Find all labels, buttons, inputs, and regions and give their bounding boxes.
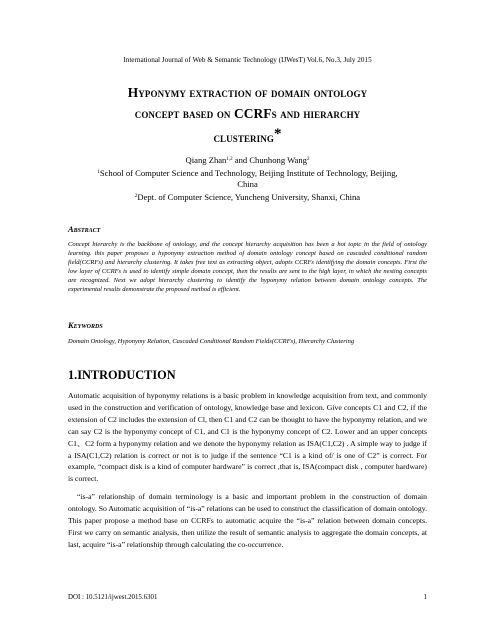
paper-title bbox=[60, 82, 435, 148]
affiliation-1 bbox=[0, 167, 495, 180]
keywords-heading: Keywords bbox=[68, 320, 103, 330]
title-line-3 bbox=[60, 124, 435, 148]
author-1: Qiang Zhan bbox=[185, 155, 227, 165]
journal-header: International Journal of Web & Semantic Technology (IJWesT) Vol.6, No.3, July 2015 bbox=[123, 56, 372, 64]
title-line-2: concept based on CCRFs and hierarchy bbox=[134, 106, 361, 121]
keywords-text: Domain Ontology, Hyponymy Relation, Cascaded Conditional Random Fields(CCRFs), Hierarchy Clustering bbox=[68, 338, 355, 345]
intro-paragraph-1 bbox=[68, 390, 427, 485]
title-line-1: Hyponymy extraction of domain ontology bbox=[127, 85, 368, 100]
affiliation-1-line-1: School of Computer Science and Technology, Beijing Institute of Technology, Beijing, bbox=[99, 167, 398, 178]
affiliation-1-sup: 1 bbox=[97, 169, 100, 175]
introduction-heading: 1.INTRODUCTION bbox=[68, 368, 176, 382]
affiliation-2 bbox=[0, 191, 495, 204]
doi-text: DOI : 10.5121/ijwest.2015.6301 bbox=[68, 594, 158, 601]
title-asterisk: * bbox=[273, 126, 282, 142]
affiliation-2-text: Dept. of Computer Science, Yuncheng University, Shanxi, China bbox=[137, 191, 361, 202]
page-number: 1 bbox=[423, 594, 427, 601]
author-2-sup: 2 bbox=[306, 157, 310, 162]
abstract-text: Concept hierarchy is the backbone of ontology, and the concept hierarchy acquisition has been a hot topic in the field of ontology learning. this paper proposes a hyponymy extraction method of domain ontology concept based on cascaded conditional random field(CCRFs) and hierarchy clustering. It takes free text as extracting object, adopts CCRFs identifying the domain concepts. First the low layer of CCRFs is used to identify simple domain concept, then the results are sent to the high layer, in which the nesting concepts are recognized. Next we adopt hierarchy clustering to identify the hyponymy relation between domain ontology concepts. The experimental results demonstrate the proposed method is efficient. bbox=[68, 241, 427, 294]
author-block bbox=[0, 154, 495, 203]
affiliation-2-sup: 2 bbox=[134, 193, 138, 199]
page-footer bbox=[68, 594, 427, 601]
title-line-3-text: clustering bbox=[213, 130, 274, 145]
intro-paragraph-2 bbox=[68, 491, 427, 551]
affiliation-1-line-2: China bbox=[237, 179, 258, 189]
intro-paragraph-1-text: Automatic acquisition of hyponymy relations is a basic problem in knowledge acquisition from text, and commonly used in the construction and verification of ontology, knowledge base and lexicon. Give concepts C1 and C2, if the extension of C2 includes the extension of Cl, then C1 and C2 can be thought to have the hyponymy relation, and we can say C2 is the hyponymy concept of C1, and C1 is the hyponymy concept of C2. Lower and an upper concepts C1、C2 form a hyponymy relation and we denote the hyponymy relation as ISA(C1,C2) . A simple way to judge if a ISA(C1,C2) relation is correct or not is to judge if the sentence “C1 is a kind of/ is one of C2” is correct. For example, “compact disk is a kind of computer hardware” is correct ,that is, ISA(compact disk , computer hardware) is correct. bbox=[68, 391, 427, 484]
abstract-heading: Abstract bbox=[68, 224, 101, 234]
intro-paragraph-2-text: “is-a” relationship of domain terminology is a basic and important problem in the construction of domain ontology. So Automatic acquisition of “is-a” relations can be used to construct the classification of domain ontology. This paper propose a method base on CCRFs to automatic acquire the “is-a” relation between domain concepts. First we carry on semantic analysis, then utilize the result of semantic analysis to aggregate the domain concepts, at last, acquire “is-a” relationship through calculating the co-occurrence. bbox=[68, 492, 427, 549]
author-2: and Chunhong Wang bbox=[232, 155, 307, 165]
author-1-sup: 1,2 bbox=[226, 157, 233, 162]
author-names bbox=[0, 154, 495, 167]
